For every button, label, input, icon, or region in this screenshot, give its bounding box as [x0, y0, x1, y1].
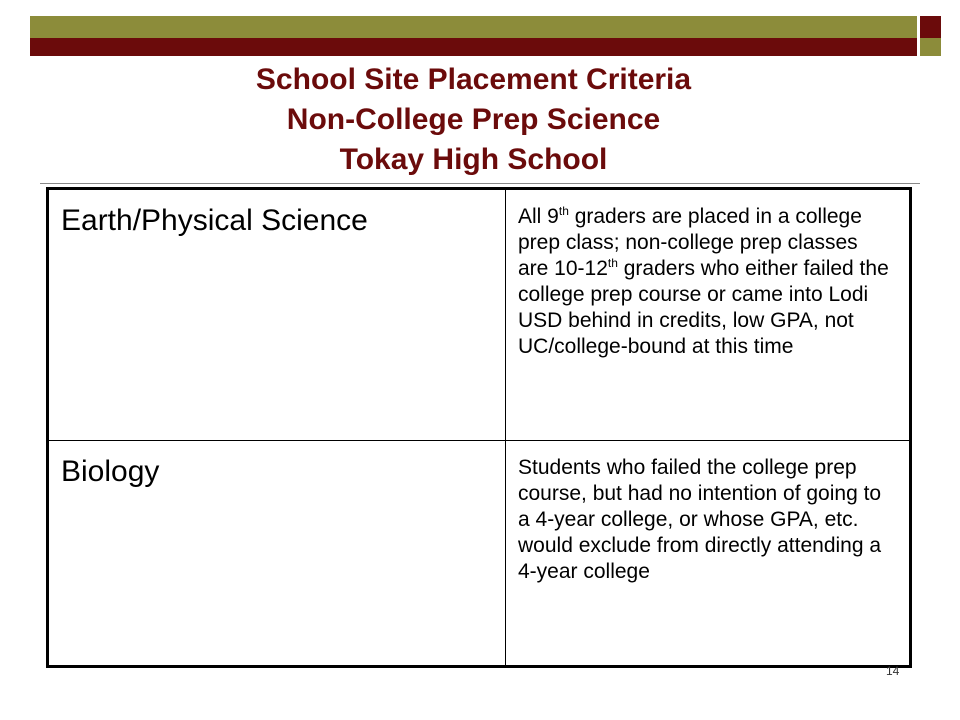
table-row	[48, 441, 911, 667]
header-bar-olive	[30, 16, 917, 38]
description-cell: Students who failed the college prep course, but had no intention of going to a 4-year college, or whose GPA, etc. would exclude from directly attending a 4-year college	[518, 456, 882, 583]
header-square-olive	[920, 38, 941, 56]
title-line-3: Tokay High School	[339, 143, 608, 176]
header-bar-maroon	[30, 38, 917, 56]
header-square-maroon	[920, 16, 941, 38]
criteria-table	[46, 187, 912, 668]
desc-text: All 9	[518, 205, 559, 228]
superscript: th	[607, 256, 618, 270]
slide-title	[30, 60, 917, 180]
subject-cell: Earth/Physical Science	[48, 189, 506, 441]
title-line-2: Non-College Prep Science	[286, 103, 661, 136]
desc-text: graders who either failed the college prep course or came into Lodi USD behind in credits, low GPA, not UC/college-bound at this time	[518, 257, 889, 358]
table-row	[48, 189, 911, 441]
description-cell	[506, 189, 911, 441]
title-divider	[40, 183, 920, 184]
subject-cell: Biology	[48, 441, 506, 667]
page-number: 14	[886, 664, 900, 678]
superscript: th	[558, 204, 569, 218]
desc-text: graders are placed in a college prep class; non-college prep classes are 10-12	[518, 205, 862, 280]
title-line-1: School Site Placement Criteria	[255, 63, 692, 96]
